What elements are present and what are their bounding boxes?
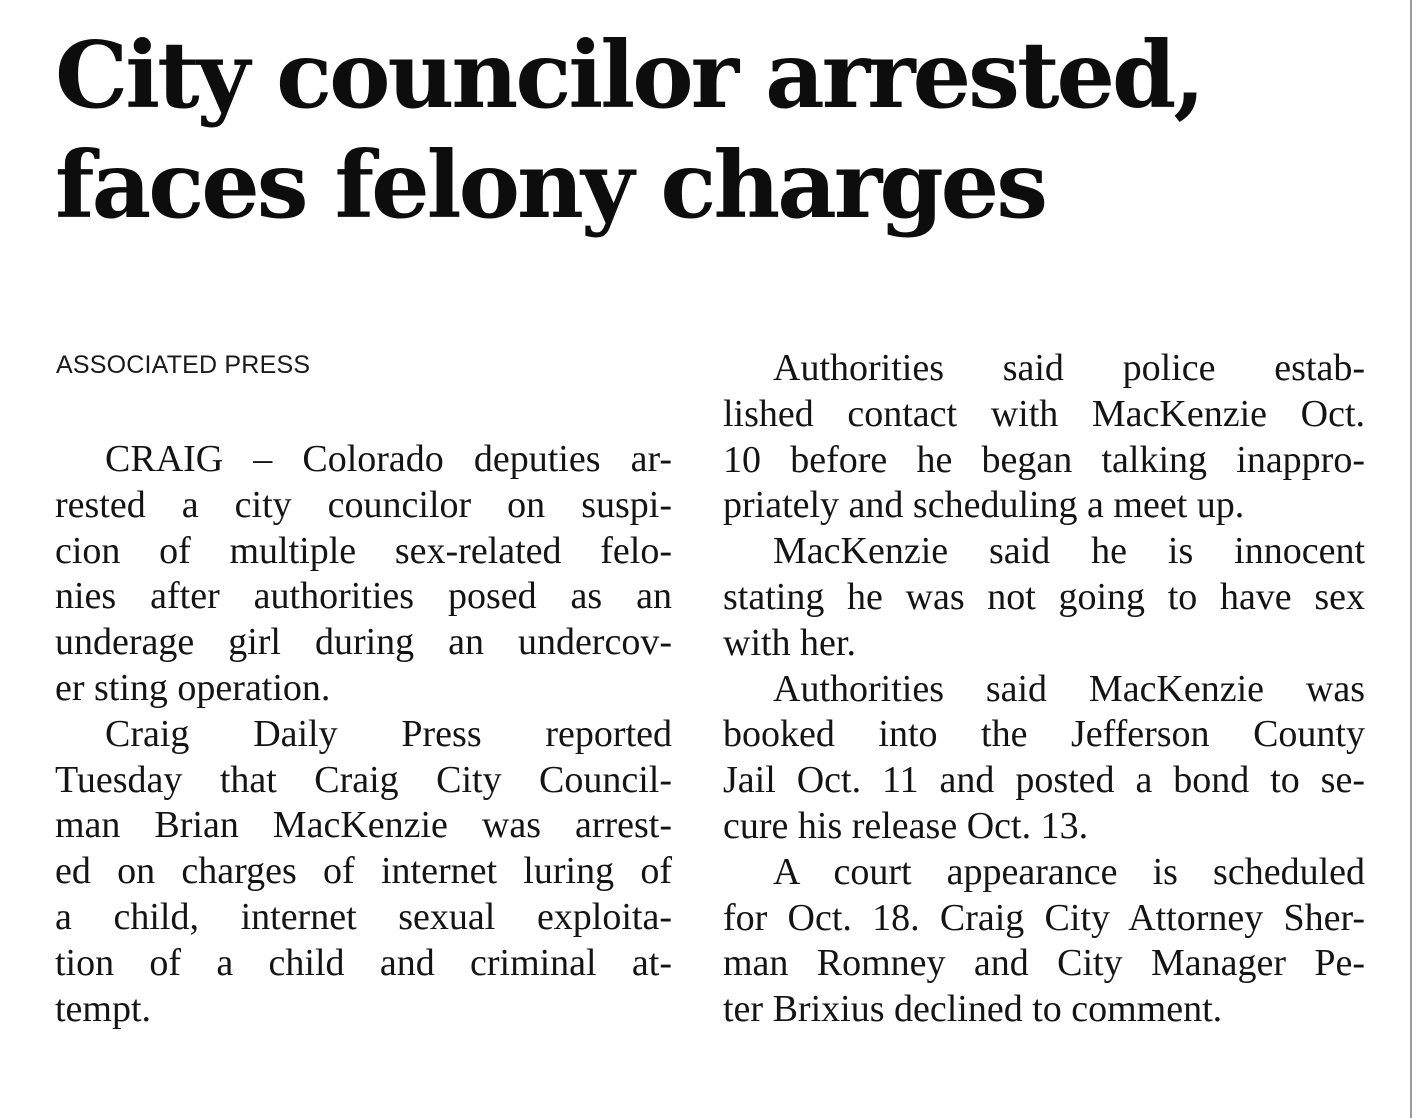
text-line: Craig Daily Press reported bbox=[105, 712, 672, 755]
text-line: tempt. bbox=[55, 987, 152, 1030]
text-line: lished contact with MacKenzie Oct. bbox=[723, 392, 1365, 435]
paragraph bbox=[55, 437, 672, 712]
text-line: 10 before he began talking inappro- bbox=[723, 438, 1365, 481]
paragraph bbox=[723, 667, 1365, 850]
text-line: cure his release Oct. 13. bbox=[723, 804, 1089, 847]
text-line: A court appearance is scheduled bbox=[773, 850, 1365, 893]
text-line: man Brian MacKenzie was arrest- bbox=[55, 804, 672, 847]
left-column bbox=[55, 437, 672, 1032]
text-line: ter Brixius declined to comment. bbox=[723, 988, 1223, 1031]
paragraph bbox=[723, 529, 1365, 666]
page-edge-divider bbox=[1410, 0, 1412, 1118]
byline: ASSOCIATED PRESS bbox=[56, 351, 311, 379]
text-line: with her. bbox=[723, 621, 856, 664]
text-line: cion of multiple sex-related felo- bbox=[55, 529, 672, 572]
text-line: man Romney and City Manager Pe- bbox=[723, 942, 1365, 985]
text-line: priately and scheduling a meet up. bbox=[723, 484, 1245, 527]
text-line: nies after authorities posed as an bbox=[55, 575, 672, 618]
text-line: Jail Oct. 11 and posted a bond to se- bbox=[723, 759, 1365, 802]
text-line: ed on charges of internet luring of bbox=[55, 850, 672, 893]
headline bbox=[55, 20, 1375, 240]
text-line: stating he was not going to have sex bbox=[723, 575, 1365, 618]
text-line: MacKenzie said he is innocent bbox=[773, 530, 1365, 573]
text-line: tion of a child and criminal at- bbox=[55, 941, 672, 984]
text-line: a child, internet sexual exploita- bbox=[55, 895, 672, 938]
text-line: Authorities said MacKenzie was bbox=[773, 667, 1365, 710]
text-line: booked into the Jefferson County bbox=[723, 713, 1365, 756]
headline-line-2: faces felony charges bbox=[55, 131, 1046, 239]
text-line: Tuesday that Craig City Council- bbox=[55, 758, 672, 801]
text-line: underage girl during an undercov- bbox=[55, 621, 672, 664]
paragraph bbox=[723, 346, 1365, 529]
text-line: er sting operation. bbox=[55, 666, 331, 709]
text-line: rested a city councilor on suspi- bbox=[55, 483, 672, 526]
right-column bbox=[723, 346, 1365, 1033]
headline-line-1: City councilor arrested, bbox=[55, 21, 1203, 129]
text-line: Authorities said police estab- bbox=[773, 347, 1365, 389]
paragraph bbox=[723, 850, 1365, 1033]
paragraph bbox=[55, 712, 672, 1033]
text-line: for Oct. 18. Craig City Attorney Sher- bbox=[723, 896, 1365, 939]
text-line: CRAIG – Colorado deputies ar- bbox=[105, 438, 672, 480]
